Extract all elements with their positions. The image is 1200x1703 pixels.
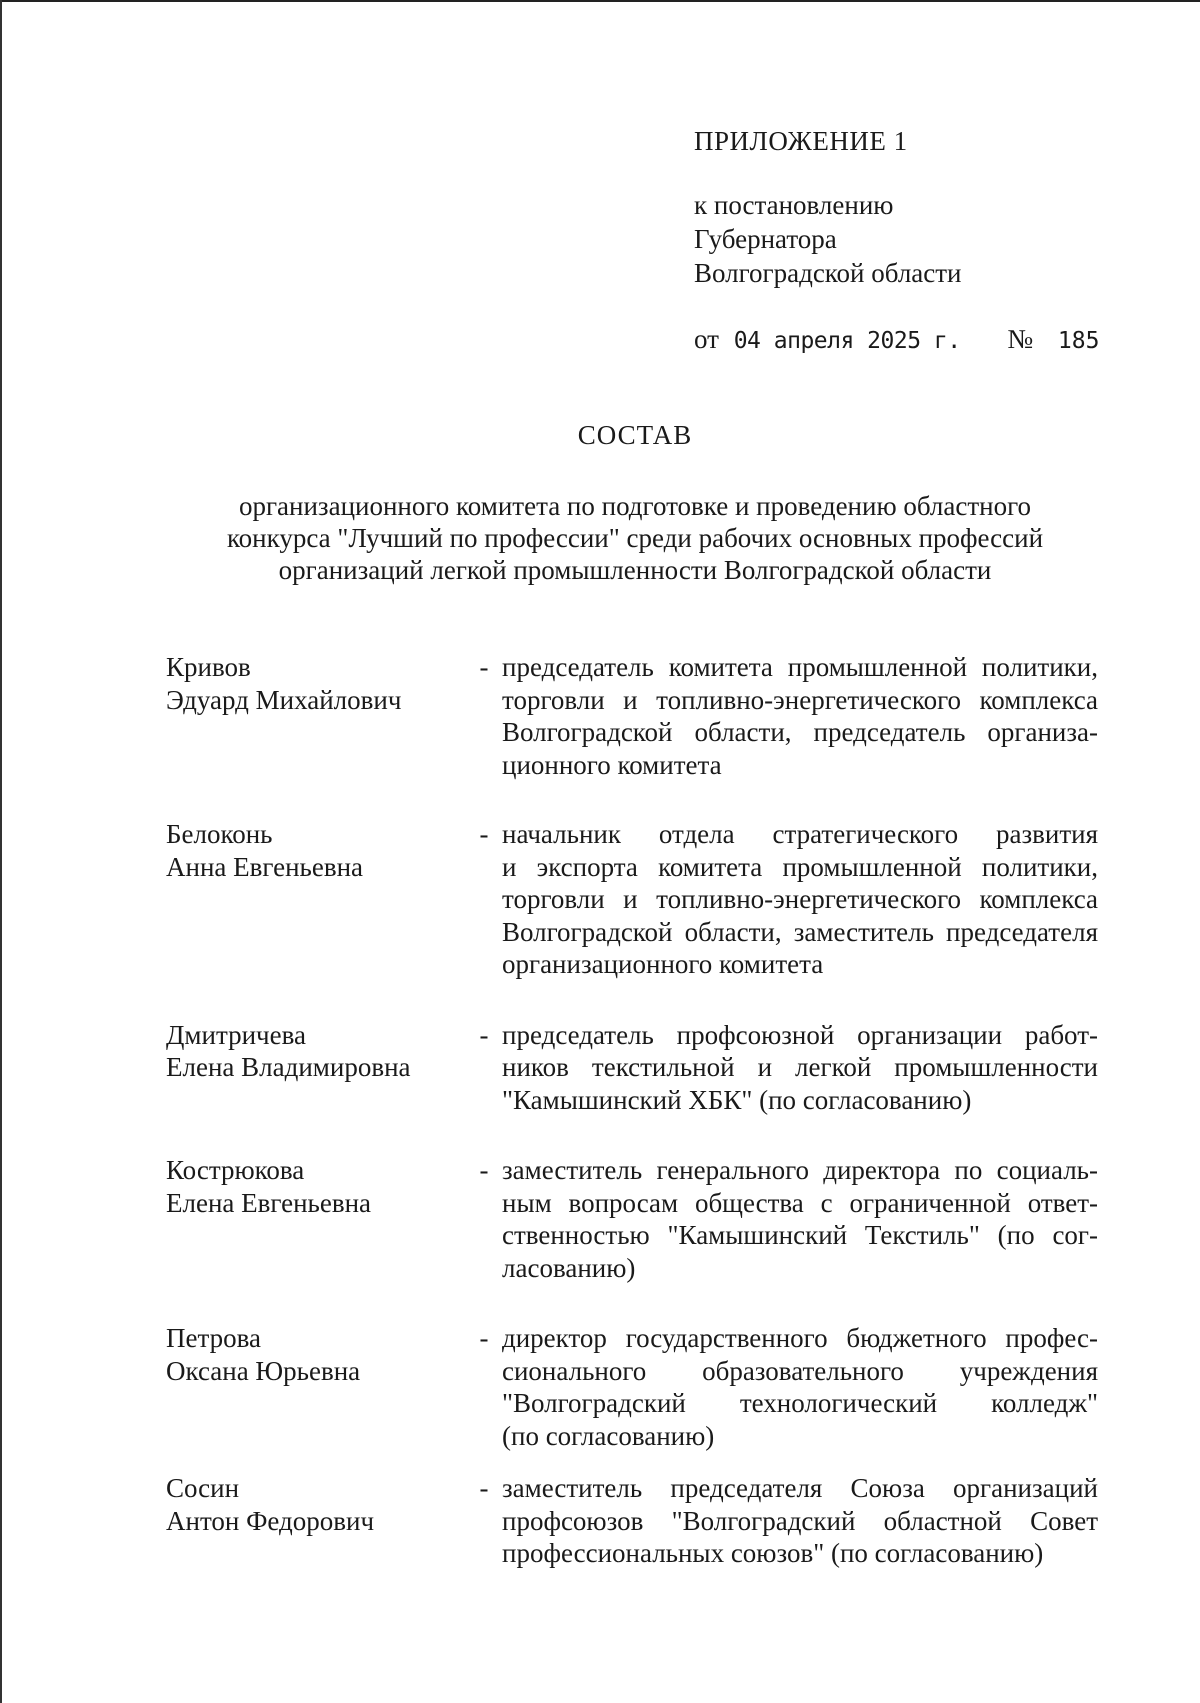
document-heading: СОСТАВ [577,420,693,450]
member-surname: Сосин [166,1473,240,1503]
member-given-name: Антон Федорович [166,1505,375,1536]
member-position [502,1154,1098,1284]
position-line: начальник отдела стратегического развития [502,819,1098,849]
position-line: "Камышинский ХБК" (по согласованию) [502,1084,972,1115]
member-entry [166,818,1096,981]
committee-members-list [166,651,1096,1570]
position-line: торговли и топливно-энергетического комплекса [502,884,1098,914]
member-position [502,1322,1098,1452]
position-line: (по согласованию) [502,1420,715,1451]
separator-dash: - [479,652,489,682]
position-line: организационного комитета [502,949,824,979]
member-name [166,818,466,981]
separator-dash: - [479,1019,489,1050]
member-entry [166,1154,1096,1284]
appendix-reference-line-2: Губернатора [694,224,837,254]
decree-date-line [694,322,1099,358]
member-entry [166,1019,1096,1117]
member-surname: Кривов [166,652,251,682]
position-line: заместитель председателя Союза организаций [502,1473,1098,1503]
position-line: профессиональных союзов" (по согласованию) [502,1538,1044,1568]
position-line: Волгоградской области, председатель организа- [502,717,1098,747]
member-surname: Дмитричева [166,1019,306,1050]
position-line: ственностью "Камышинский Текстиль" (по сог- [502,1220,1098,1250]
member-name [166,1154,466,1284]
position-line: заместитель генерального директора по социаль- [502,1155,1098,1185]
member-entry [166,651,1096,781]
member-entry [166,1322,1096,1452]
position-line: сионального образовательного учреждения [502,1355,1098,1386]
member-position [502,651,1098,781]
position-line: ласованию) [502,1252,636,1283]
position-line: Волгоградской области, заместитель председателя [502,916,1098,947]
position-line: председатель профсоюзной организации работ- [502,1019,1098,1050]
subheading-line: организационного комитета по подготовке и проведению областного [238,491,1032,521]
page-border-left [0,0,2,1703]
page-border-top [0,0,1200,2]
appendix-reference-line-1: к постановлению [694,190,894,220]
separator-dash: - [479,819,489,849]
member-given-name: Анна Евгеньевна [166,851,364,882]
number-sign: № [1007,324,1034,354]
member-surname: Кострюкова [166,1155,305,1185]
position-line: ников текстильной и легкой промышленности [502,1052,1098,1082]
member-position [502,818,1098,981]
position-line: и экспорта комитета промышленной политики, [502,851,1098,882]
member-position [502,1019,1098,1117]
separator-dash: - [479,1155,489,1185]
document-subheading [160,490,1110,586]
member-given-name: Елена Евгеньевна [166,1187,372,1218]
position-line: директор государственного бюджетного профес- [502,1323,1098,1353]
position-line: "Волгоградский технологический колледж" [502,1388,1098,1418]
member-name [166,1019,466,1117]
position-line: председатель комитета промышленной политики, [502,652,1098,682]
member-name [166,1322,466,1452]
appendix-block [694,124,1099,358]
member-name [166,1472,466,1570]
date-prefix: от [694,324,719,354]
member-given-name: Оксана Юрьевна [166,1355,361,1386]
position-line: торговли и топливно-энергетического комплекса [502,684,1098,715]
position-line: ционного комитета [502,749,722,780]
decree-number: 185 [1057,328,1100,354]
appendix-reference-line-3: Волгоградской области [694,258,962,288]
separator-dash: - [479,1473,489,1503]
position-line: ным вопросам общества с ограниченной ответ- [502,1187,1098,1218]
member-entry [166,1472,1096,1570]
appendix-title: ПРИЛОЖЕНИЕ 1 [694,126,908,156]
member-position [502,1472,1098,1570]
member-given-name: Елена Владимировна [166,1052,411,1082]
position-line: профсоюзов "Волгоградский областной Совет [502,1505,1098,1536]
decree-date: 04 апреля 2025 г. [733,328,961,354]
member-surname: Петрова [166,1323,261,1353]
subheading-line: организаций легкой промышленности Волгоградской области [278,555,992,585]
subheading-line: конкурса "Лучший по профессии" среди рабочих основных профессий [226,523,1044,553]
separator-dash: - [479,1323,489,1353]
member-given-name: Эдуард Михайлович [166,684,402,715]
member-surname: Белоконь [166,819,273,849]
member-name [166,651,466,781]
